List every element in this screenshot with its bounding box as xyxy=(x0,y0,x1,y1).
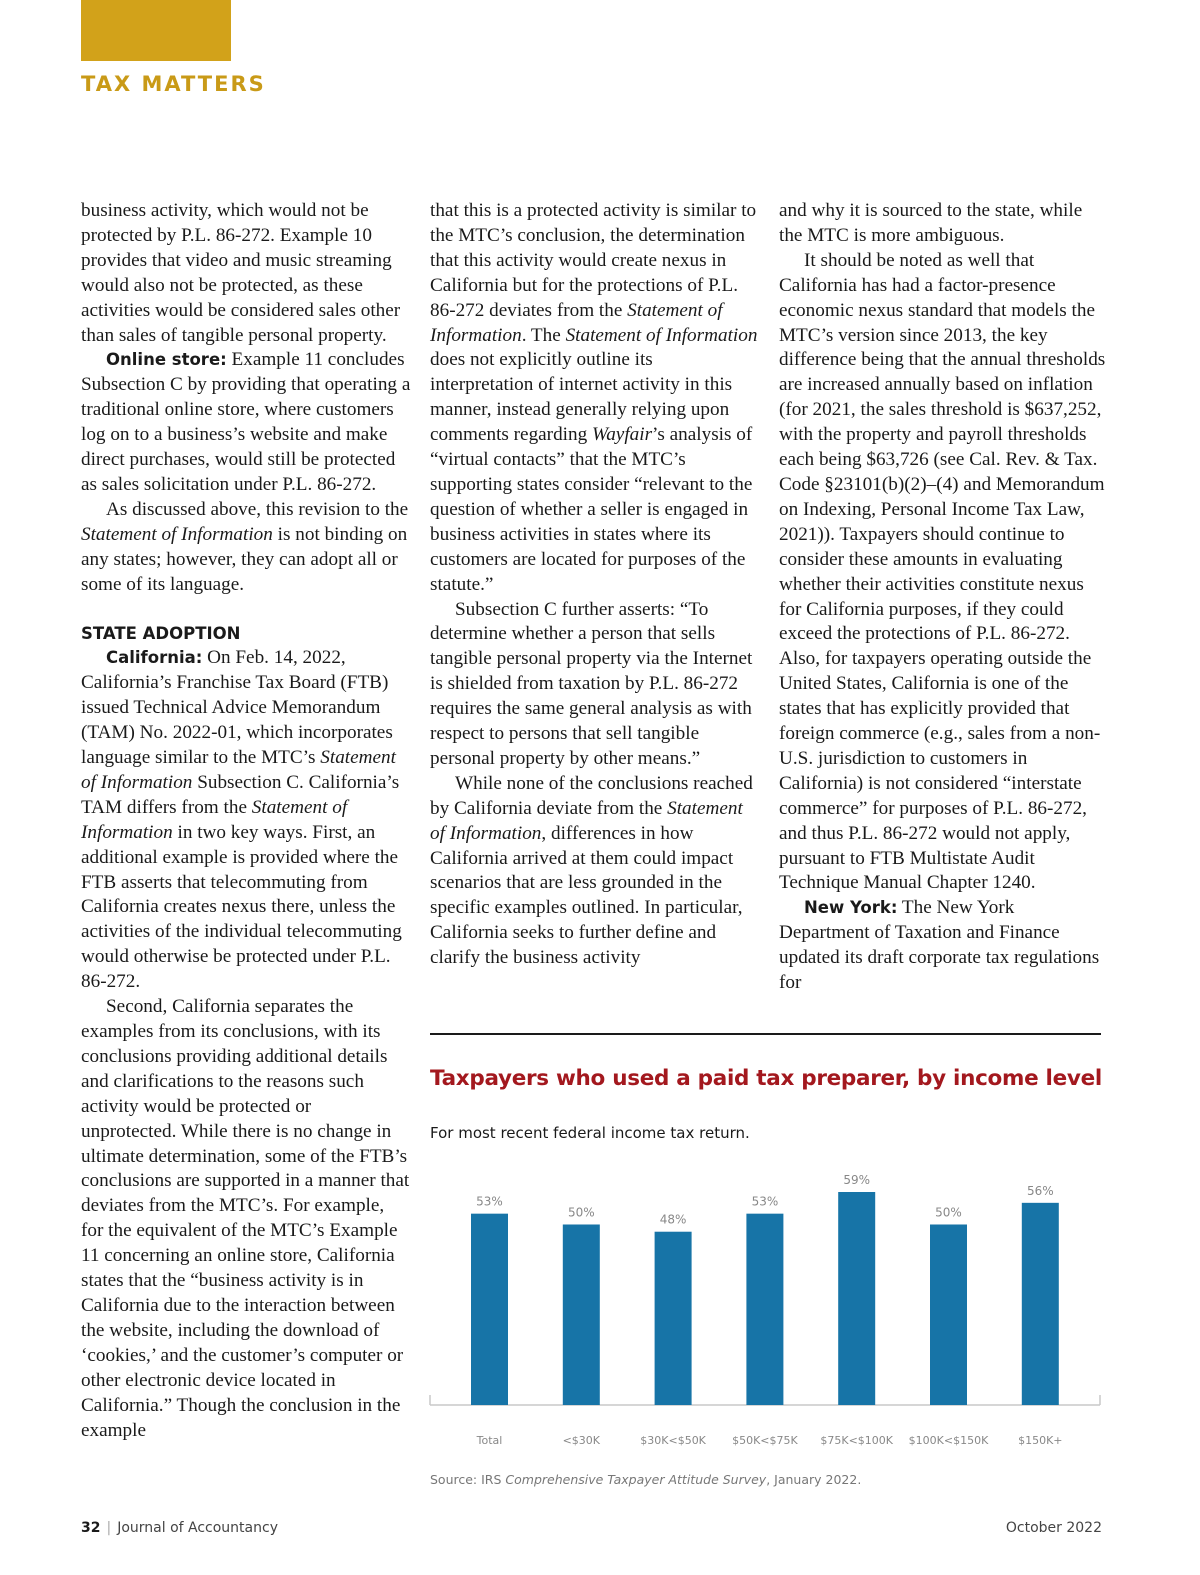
chart-source: Source: IRS Comprehensive Taxpayer Attitude Survey, January 2022. xyxy=(430,1472,862,1487)
category-label: <$30K xyxy=(562,1434,601,1447)
header-accent-block xyxy=(81,0,231,61)
bar xyxy=(746,1214,783,1405)
text-column-2 xyxy=(430,199,760,971)
paragraph: and why it is sourced to the state, while the MTC is more ambiguous. xyxy=(779,200,1083,246)
category-label: $30K<$50K xyxy=(640,1434,706,1447)
category-label: $50K<$75K xyxy=(732,1434,798,1447)
paragraph: It should be noted as well that California has had a factor-presence economic nexus standard that models the MTC’s version since 2013, the key difference being that the annual thresholds are increased annually based on inflation (for 2021, the sales threshold is $637,252, with the property and payroll thresholds each being $63,726 (see Cal. Rev. & Tax. Code §23101(b)(2)–(4) and Memorandum on Indexing, Personal Income Tax Law, 2021)). Taxpayers should continue to consider these amounts in evaluating whether their activities constitute nexus for California purposes, if they could exceed the protections of P.L. 86-272. Also, for taxpayers operating outside the United States, California is one of the states that has explicitly provided that foreign commerce (e.g., sales from a non-U.S. jurisdiction to customers in California) is not considered “interstate commerce” for purposes of P.L. 86-272, and thus P.L. 86-272 would not apply, pursuant to FTB Multistate Audit Technique Manual Chapter 1240. xyxy=(779,249,1106,894)
category-label: $75K<$100K xyxy=(820,1434,894,1447)
category-label: $150K+ xyxy=(1018,1434,1063,1447)
issue-date: October 2022 xyxy=(1005,1520,1102,1536)
data-label: 53% xyxy=(751,1194,779,1209)
bar xyxy=(838,1192,875,1405)
bar-chart xyxy=(420,1160,1110,1460)
run-in-heading: California: xyxy=(106,648,203,668)
paragraph: While none of the conclusions reached by California deviate from the Statement of Information, differences in how California arrived at them could impact scenarios that are less grounded in the specific examples outlined. In particular, California seeks to further define and clarify the business activity xyxy=(430,772,753,969)
data-label: 56% xyxy=(1026,1183,1054,1198)
bar xyxy=(563,1224,600,1405)
text-column-3 xyxy=(779,199,1109,996)
paragraph: Subsection C further asserts: “To determine whether a person that sells tangible personal property via the Internet is shielded from taxation by P.L. 86-272 requires the same general analysis as with respect to persons that sell tangible personal property by other means.” xyxy=(430,598,753,769)
bar xyxy=(1022,1203,1059,1405)
paragraph: California: On Feb. 14, 2022, California’s Franchise Tax Board (FTB) issued Technical Advice Memorandum (TAM) No. 2022-01, which incorporates language similar to the MTC’s Statement of Information Subsection C. California’s TAM differs from the Statement of Information in two key ways. First, an additional example is provided where the FTB asserts that telecommuting from California creates nexus there, unless the activities of the individual telecommuting would otherwise be protected under P.L. 86-272. xyxy=(81,647,402,993)
page-footer xyxy=(81,1520,278,1536)
data-label: 48% xyxy=(659,1212,687,1227)
paragraph: Online store: Example 11 concludes Subsection C by providing that operating a traditional online store, where customers log on to a business’s website and make direct purchases, would still be protected as sales solicitation under P.L. 86-272. xyxy=(81,349,411,495)
paragraph: Second, California separates the examples from its conclusions, with its conclusions providing additional details and clarifications to the reasons such activity would be protected or unprotected. While there is no change in ultimate determination, some of the FTB’s conclusions are supported in a manner that deviates from the MTC’s. For example, for the equivalent of the MTC’s Example 11 concerning an online store, California states that the “business activity is in California due to the interaction between the website, including the download of ‘cookies,’ and the customer’s computer or other electronic device located in California.” Though the conclusion in the example xyxy=(81,996,410,1441)
data-label: 50% xyxy=(935,1205,962,1220)
subsection-heading: STATE ADOPTION xyxy=(81,623,241,643)
category-label: Total xyxy=(476,1434,503,1447)
publication-name: Journal of Accountancy xyxy=(117,1520,278,1536)
paragraph: New York: The New York Department of Taxation and Finance updated its draft corporate tax regulations for xyxy=(779,897,1100,994)
section-label: TAX MATTERS xyxy=(81,72,266,96)
chart-top-rule xyxy=(430,1033,1101,1035)
bar xyxy=(471,1214,508,1405)
bar xyxy=(930,1224,967,1405)
bar xyxy=(655,1232,692,1405)
data-label: 59% xyxy=(843,1173,871,1187)
footer-separator: | xyxy=(106,1520,112,1536)
chart-title: Taxpayers who used a paid tax preparer, by income level xyxy=(430,1066,1102,1091)
run-in-heading: New York: xyxy=(804,898,898,918)
paragraph: As discussed above, this revision to the Statement of Information is not binding on any states; however, they can adopt all or some of its language. xyxy=(81,498,409,595)
data-label: 53% xyxy=(476,1194,503,1209)
paragraph: business activity, which would not be protected by P.L. 86-272. Example 10 provides that video and music streaming would also not be protected, as these activities would be considered sales other than sales of tangible personal property. xyxy=(81,200,401,346)
category-label: $100K<$150K xyxy=(908,1434,989,1447)
paragraph: that this is a protected activity is similar to the MTC’s conclusion, the determination that this activity would create nexus in California but for the protections of P.L. 86-272 deviates from the Statement of Information. The Statement of Information does not explicitly outline its interpretation of internet activity in this manner, instead generally relying upon comments regarding Wayfair’s analysis of “virtual contacts” that the MTC’s supporting states consider “relevant to the question of whether a seller is engaged in business activities in states where its customers are located for purposes of the statute.” xyxy=(430,200,758,595)
data-label: 50% xyxy=(567,1205,595,1220)
chart-subtitle: For most recent federal income tax return. xyxy=(430,1124,750,1142)
text-column-1 xyxy=(81,199,411,1443)
page-number: 32 xyxy=(81,1520,101,1536)
run-in-heading: Online store: xyxy=(106,350,227,370)
